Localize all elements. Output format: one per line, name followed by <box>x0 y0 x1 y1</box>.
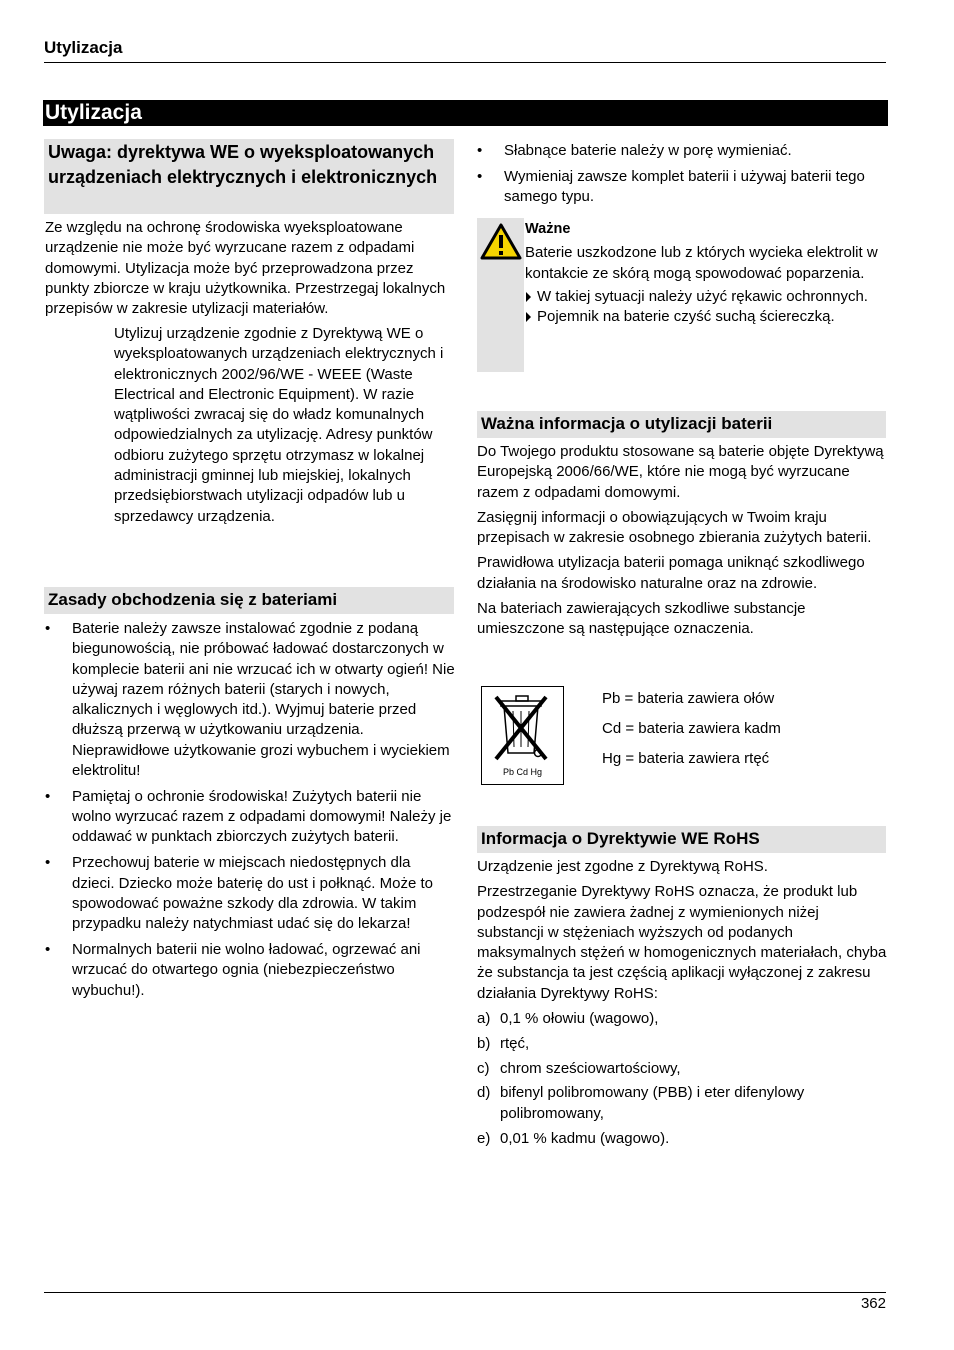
list-item: • Słabnące baterie należy w porę wymieniać. <box>476 141 876 161</box>
weee-intro: Ze względu na ochronę środowiska wyeksploatowane urządzenie nie może być wyrzucane razem z odpadami domowymi. Utylizacja może być przeprowadzona przez punkty zbiorcze w kraju użytkownika. Przestrzegaj lokalnych przepisów w zakresie utylizacji materiałów. <box>45 219 446 318</box>
warning-triangle-icon <box>479 222 523 262</box>
page-title: Utylizacja <box>43 100 888 126</box>
list-item: • Normalnych baterii nie wolno ładować, ogrzewać ani wrzucać do otwartego ognia (niebezpieczeństwo wybuchu!). <box>44 940 456 1001</box>
battery-info-body <box>477 442 887 645</box>
list-item <box>477 1034 889 1054</box>
batteries-heading: Zasady obchodzenia się z bateriami <box>44 587 454 614</box>
list-label: b) <box>477 1034 491 1052</box>
substance-list <box>477 1009 889 1149</box>
paragraph: Na bateriach zawierających szkodliwe substancje umieszczone są następujące oznaczenia. <box>477 600 806 638</box>
crossed-bin-symbol <box>481 686 564 785</box>
rohs-heading: Informacja o Dyrektywie WE RoHS <box>477 826 886 853</box>
warning-title: Ważne <box>525 221 571 237</box>
chemical-item: Cd = bateria zawiera kadm <box>602 719 781 737</box>
warning-box <box>477 218 886 372</box>
wheelie-bin-icon <box>482 687 563 767</box>
paragraph: Prawidłowa utylizacja baterii pomaga uniknąć szkodliwego działania na środowisko naturalne oraz na zdrowie. <box>477 554 865 592</box>
footer-rule <box>44 1292 886 1293</box>
paragraph: Do Twojego produktu stosowane są baterie objęte Dyrektywą Europejską 2006/66/WE, które nie mogą być wyrzucane razem z odpadami domowymi. <box>477 443 884 501</box>
chemical-item: Hg = bateria zawiera rtęć <box>602 749 770 767</box>
list-label: a) <box>477 1010 491 1028</box>
list-text: 0,1 % ołowiu (wagowo), <box>500 1010 659 1028</box>
list-text: bifenyl polibromowany (PBB) i eter difenylowy polibromowany, <box>500 1084 805 1122</box>
battery-tips-list <box>476 141 876 213</box>
running-header: Utylizacja <box>44 38 123 57</box>
list-item: • Pamiętaj o ochronie środowiska! Zużytych baterii nie wolno wyrzucać razem z odpadami domowymi! Należy je oddawać w punktach zbiorczych zużytych baterii. <box>44 787 456 848</box>
page-number: 362 <box>860 1295 886 1312</box>
header-rule <box>44 62 886 63</box>
warning-step: W takiej sytuacji należy użyć rękawic ochronnych. <box>525 287 886 307</box>
warning-text: Baterie uszkodzone lub z których wycieka elektrolit w kontakcie ze skórą mogą spowodować poparzenia. <box>525 244 878 282</box>
list-label: e) <box>477 1129 491 1147</box>
chemical-item: Pb = bateria zawiera ołów <box>602 690 775 707</box>
warning-step: Pojemnik na baterie czyść suchą ściereczką. <box>525 307 886 327</box>
paragraph: Urządzenie jest zgodne z Dyrektywą RoHS. <box>477 858 768 875</box>
list-text: 0,01 % kadmu (wagowo). <box>500 1129 670 1147</box>
list-item: • Baterie należy zawsze instalować zgodnie z podaną biegunowością, nie próbować ładować dostarczonych w komplecie baterii ani nie wrzucać ich w otwarty ogień! Nie używaj razem różnych baterii (starych i nowych, alkalicznych i węglowych itd.). Wyjmuj baterie przed dłuższą przerwą w użytkowaniu urządzenia. Nieprawidłowe użytkowanie grozi wybuchem i wyciekiem elektrolitu! <box>44 619 456 781</box>
battery-rules-list <box>44 619 456 1006</box>
list-item <box>477 1129 889 1149</box>
list-label: d) <box>477 1084 491 1102</box>
list-label: c) <box>477 1059 490 1077</box>
warning-content <box>524 218 886 372</box>
weee-detail: Utylizuj urządzenie zgodnie z Dyrektywą WE o wyeksploatowanych urządzeniach elektrycznych i elektronicznych 2002/96/WE - WEEE (Waste Electrical and Electronic Equipment). W razie wątpliwości zwracaj się do władz komunalnych odpowiedzialnych za utylizację. Adresy punktów odbioru zużytego sprzętu otrzymasz w lokalnej administracji gminnej lub miejskiej, lokalnych przedsiębiorstwach utylizacji odpadów lub u sprzedawcy urządzenia. <box>114 325 444 525</box>
list-item <box>477 1083 889 1124</box>
rohs-body <box>477 857 889 1153</box>
list-item <box>477 1009 889 1029</box>
paragraph: Przestrzeganie Dyrektywy RoHS oznacza, że produkt lub podzespół nie zawiera żadnej z wymienionych niżej substancji w stężeniach wyższych od podanych maksymalnych stężeń w homogenicznych materiałach, chyba że substancja ta jest częścią aplikacji wyłączonej z zakresu działania Dyrektywy RoHS: <box>477 883 887 1002</box>
chemical-legend <box>602 689 882 779</box>
list-text: chrom sześciowartościowy, <box>500 1059 681 1077</box>
list-text: rtęć, <box>500 1034 530 1052</box>
symbol-label: Pb Cd Hg <box>502 767 543 777</box>
weee-heading: Uwaga: dyrektywa WE o wyeksploatowanych urządzeniach elektrycznych i elektronicznych <box>44 139 454 214</box>
list-item <box>477 1059 889 1079</box>
battery-info-heading: Ważna informacja o utylizacji baterii <box>477 411 886 438</box>
list-item: • Przechowuj baterie w miejscach niedostępnych dla dzieci. Dziecko może baterię do ust i połknąć. Może to spowodować poważne szkody dla zdrowia. W takim przypadku należy natychmiast udać się do lekarza! <box>44 853 456 934</box>
paragraph: Zasięgnij informacji o obowiązujących w Twoim kraju przepisach w zakresie osobnego zbierania zużytych baterii. <box>477 508 872 547</box>
list-item: • Wymieniaj zawsze komplet baterii i używaj baterii tego samego typu. <box>476 167 876 208</box>
